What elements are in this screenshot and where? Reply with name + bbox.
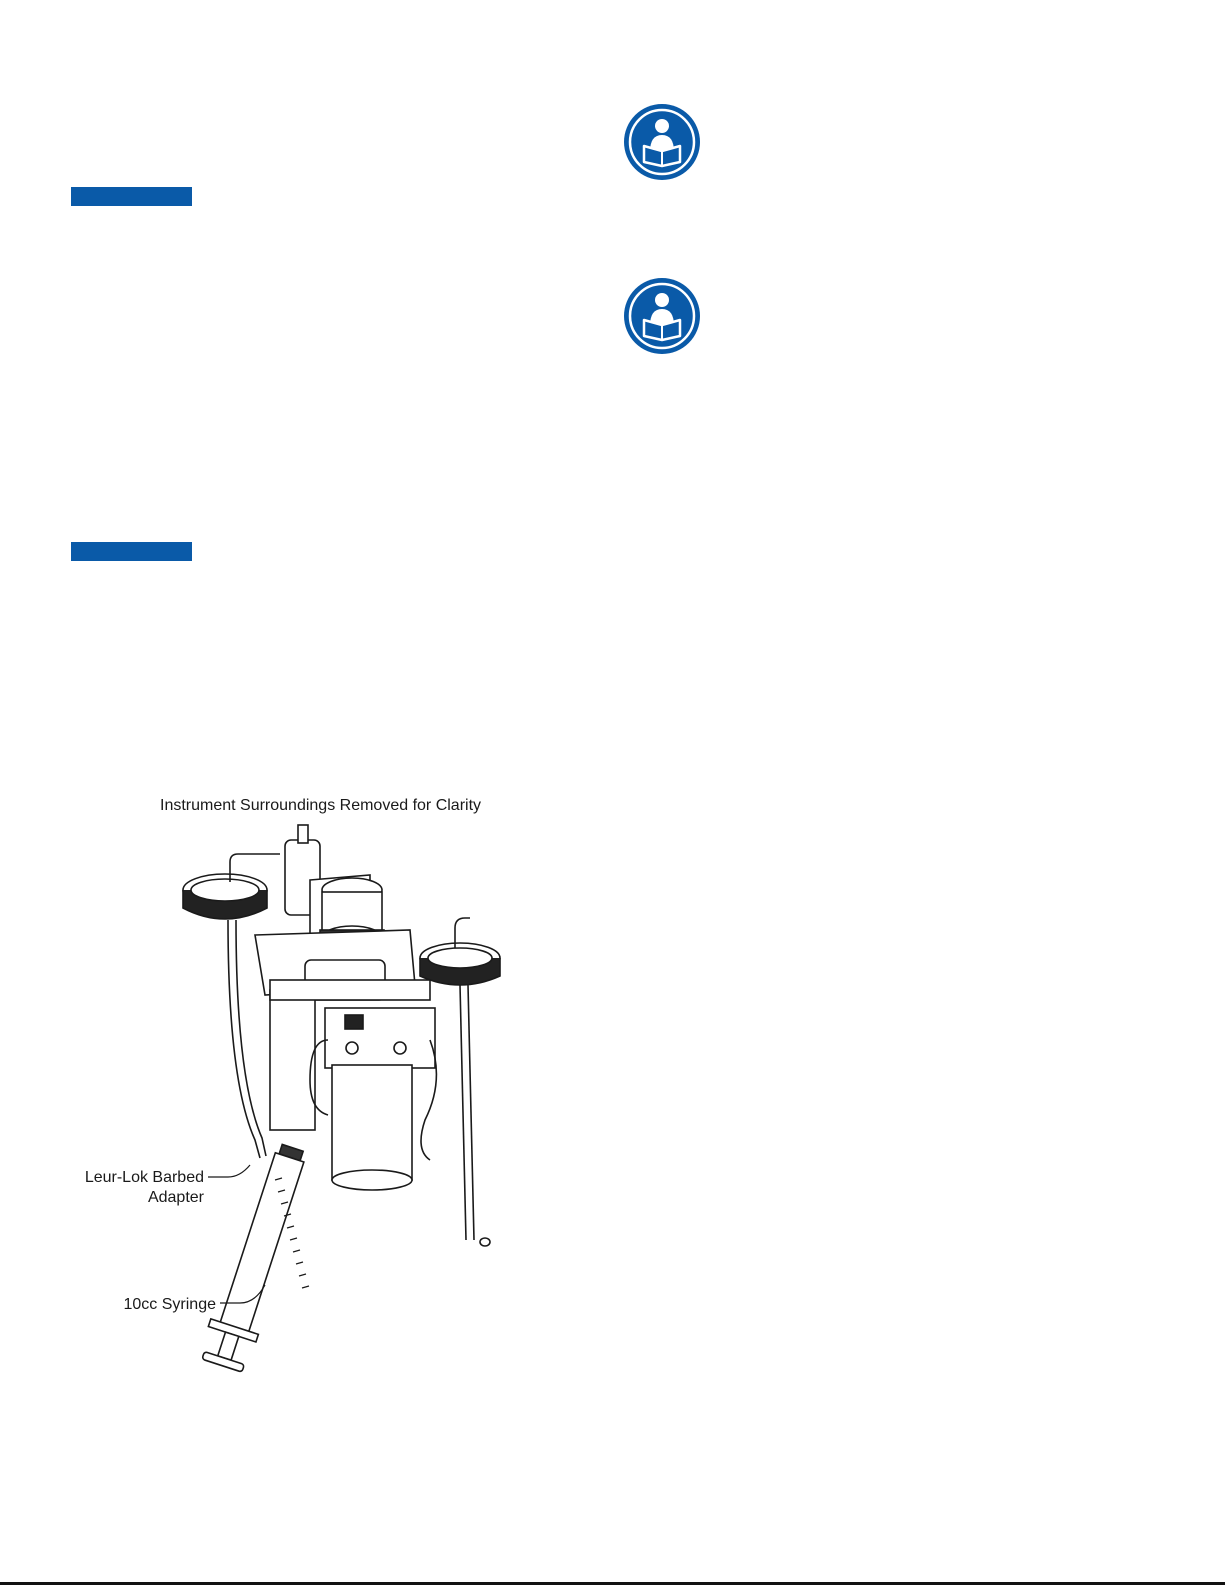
adapter-callout-line2: Adapter (147, 1189, 204, 1206)
read-manual-icon (622, 276, 702, 356)
syringe-callout: 10cc Syringe (123, 1296, 216, 1313)
section-heading-bar-2 (71, 542, 192, 561)
section-heading-bar-1 (71, 187, 192, 206)
adapter-callout-line1: Leur-Lok Barbed (84, 1169, 204, 1186)
figure-caption: Instrument Surroundings Removed for Clarity (160, 797, 482, 814)
read-manual-icon (622, 102, 702, 182)
instrument-figure (70, 780, 530, 1400)
